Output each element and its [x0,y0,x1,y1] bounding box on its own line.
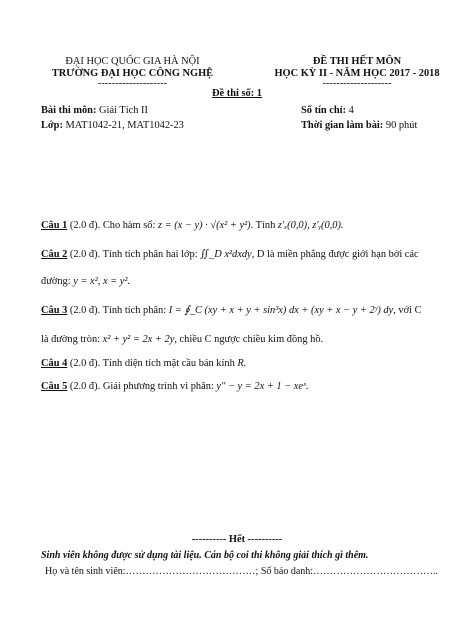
question-line-label: đường: [41,276,71,287]
question-points: (2.0 đ). [69,220,101,231]
question-text: Giải phương trình vi phân: [102,381,214,392]
class-label: Lớp: [41,120,63,131]
university-name: ĐẠI HỌC QUỐC GIA HÀ NỘI [65,56,200,67]
question-3 [41,304,422,316]
id-label: ; Số báo danh: [255,566,314,577]
exam-code: Đề thi số: 1 [212,88,262,99]
question-line-text: , chiều C ngược chiều kim đồng hồ. [174,334,324,345]
credits-row [301,105,354,116]
right-rule: -------------------- [322,78,392,89]
end-mark: ---------- Hết ---------- [191,534,283,545]
exam-title: ĐỀ THI HẾT MÔN [312,56,402,67]
school-name: TRƯỜNG ĐẠI HỌC CÔNG NGHỆ [51,68,214,79]
id-dots: ……………………………….. [313,566,439,577]
question-1 [41,220,344,231]
question-points: (2.0 đ). [69,381,101,392]
name-label: Họ và tên sinh viên: [45,566,126,577]
question-text: Tính tích phân hai lớp: [102,249,198,260]
question-label: Câu 5 [41,381,68,392]
question-label: Câu 4 [41,358,68,369]
question-points: (2.0 đ). [69,305,101,316]
semester: HỌC KỲ II - NĂM HỌC 2017 - 2018 [274,68,440,79]
question-formula: y″ − y = 2x + 1 − xeˣ. [216,381,309,392]
question-points: (2.0 đ). [69,249,101,260]
class-row [41,120,184,131]
question-label: Câu 2 [41,249,68,260]
question-3-line-2 [41,334,323,345]
question-text-2: , với C [393,305,422,316]
question-formula: R. [237,358,247,369]
question-4 [41,358,246,369]
question-points: (2.0 đ). [69,358,101,369]
question-text: Tính tích phân: [102,305,167,316]
time-row [301,120,417,131]
footer-note: Sinh viên không được sử dụng tài liệu. Cán bộ coi thi không giải thích gì thêm. [41,550,369,561]
question-formula: z = (x − y) · √(x² + y²) [157,220,251,231]
subject-label: Bài thi môn: [41,105,97,116]
question-formula: I = ∮_C (xy + x + y + sin³x) dx + (xy + x − y + 2ʸ) dy [168,305,394,316]
subject-row [41,105,148,116]
time-value: 90 phút [385,120,418,131]
student-info-row [45,566,438,577]
question-line-label: là đường tròn: [41,334,101,345]
question-formula-2: z′ₓ(0,0), z′ᵧ(0,0). [277,220,344,231]
credits-value: 4 [348,105,354,116]
credits-label: Số tín chỉ: [301,105,347,116]
question-text-2: , D là miền phẳng được giới hạn bởi các [251,249,419,260]
question-text: Tính diện tích mặt cầu bán kính [102,358,235,369]
question-label: Câu 1 [41,220,68,231]
question-formula: ∬_D x²dxdy [200,249,252,260]
question-2 [41,248,419,260]
question-line-formula: y = x², x = y². [73,276,131,287]
class-value: MAT1042-21, MAT1042-23 [65,120,184,131]
question-label: Câu 3 [41,305,68,316]
left-rule: -------------------- [97,78,168,89]
question-text: Cho hàm số: [102,220,156,231]
subject-value: Giải Tích II [99,105,148,116]
name-dots: ………………………………… [125,566,256,577]
question-line-formula: x² + y² = 2x + 2y [102,334,175,345]
time-label: Thời gian làm bài: [301,120,384,131]
question-2-line-2 [41,276,130,287]
question-text-2: . Tính [250,220,276,231]
question-5 [41,381,309,392]
